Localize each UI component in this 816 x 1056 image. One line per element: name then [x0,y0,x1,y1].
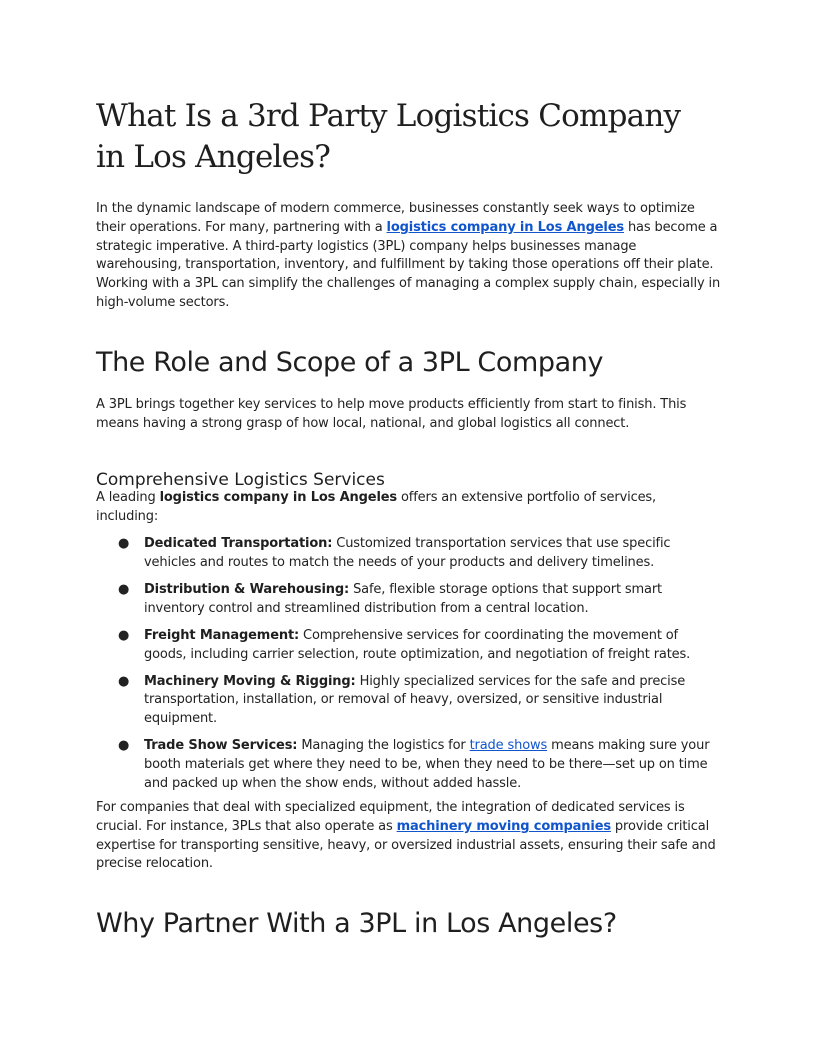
service-description: Highly specialized services for the safe and precise transportation, installation, or removal of heavy, oversized, or sensitive industrial equipment. [144,673,686,727]
page-title: What Is a 3rd Party Logistics Company in Los Angeles? [96,98,681,175]
service-title: Trade Show Services: [144,738,298,754]
logistics-company-link[interactable]: logistics company in Los Angeles [386,219,624,235]
trade-shows-link[interactable]: trade shows [469,738,548,754]
service-title: Machinery Moving & Rigging: [144,673,356,689]
service-title: Distribution & Warehousing: [144,581,350,597]
list-item [96,535,721,573]
list-item [96,627,721,665]
service-description: Comprehensive services for coordinating the movement of goods, including carrier selection, route optimization, and negotiation of freight rates. [144,627,691,662]
service-description: Customized transportation services that use specific vehicles and routes to match the needs of your products and delivery timelines. [144,536,671,570]
section-heading-why-partner: Why Partner With a 3PL in Los Angeles? [96,908,617,939]
intro-text-before: In the dynamic landscape of modern commerce, businesses constantly seek ways to optimize their operations. For many, partnering with a [96,201,695,235]
closing-text-after: provide critical expertise for transporting sensitive, heavy, or oversized industrial assets, ensuring their safe and precise relocation. [96,818,716,872]
closing-text-before: For companies that deal with specialized equipment, the integration of dedicated services is crucial. For instance, 3PLs that also operate as [96,800,685,834]
bullet-icon: ● [118,536,130,551]
lead-text-after: offers an extensive portfolio of services, including: [96,490,657,524]
service-description: Safe, flexible storage options that support smart inventory control and streamlined distribution from a central location. [144,581,662,616]
intro-text-after: has become a strategic imperative. A third-party logistics (3PL) company helps businesses manage warehousing, transportation, inventory, and fulfillment by taking those operations off their plate. Working with a 3PL can simplify the challenges of managing a complex supply chain, especially in high-volume sectors. [96,219,721,310]
service-description-before: Managing the logistics for [297,738,470,754]
service-description-after: means making sure your booth materials get where they need to be, when they need to be there—set up on time and packed up when the show ends, without added hassle. [144,738,710,791]
list-item [96,581,721,619]
lead-bold-text: logistics company in Los Angeles [159,490,398,505]
bullet-icon: ● [118,673,130,689]
bullet-icon: ● [118,581,130,597]
bullet-icon: ● [118,738,130,754]
list-item [96,737,721,793]
closing-paragraph [96,799,721,874]
service-title: Freight Management: [144,627,300,643]
machinery-moving-link[interactable]: machinery moving companies [396,818,611,834]
bullet-icon: ● [118,627,130,643]
role-scope-paragraph: A 3PL brings together key services to help move products efficiently from start to finish. This means having a strong grasp of how local, national, and global logistics all connect. [96,397,687,431]
services-lead-paragraph [96,489,721,527]
intro-paragraph [96,200,721,313]
lead-text-before: A leading [96,490,160,505]
list-item [96,673,721,729]
services-list [96,535,721,802]
section-heading-role-scope: The Role and Scope of a 3PL Company [96,347,604,378]
subsection-heading-services: Comprehensive Logistics Services [96,470,385,490]
service-title: Dedicated Transportation: [144,536,333,551]
